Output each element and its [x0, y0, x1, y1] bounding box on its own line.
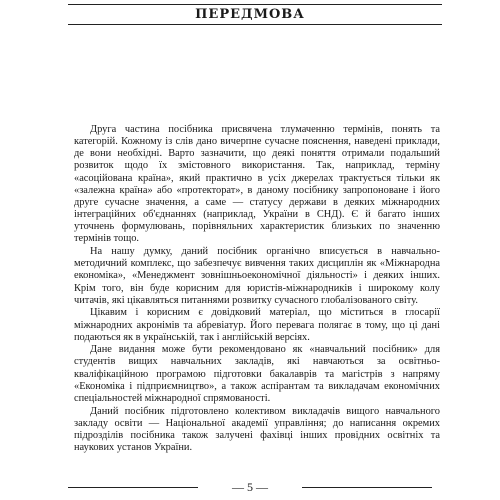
section-title: ПЕРЕДМОВА [195, 7, 305, 22]
paragraph: На нашу думку, даний посібник органічно вписується в навчально-методичний комплекс, що забезпечує вивчення таких дисциплін як «Міжнародна економіка», «Менеджмент зовнішньоекономічної діяльності» і деяких інших. Крім того, він буде корисним для юристів-міжнародників і широкому колу читачів, які цікавляться питаннями розвитку сучасного глобалізованого світу. [74, 246, 440, 306]
paragraph: Даний посібник підготовлено колективом викладачів вищого навчального закладу освіти — Національної академії управління; до написання окремих підрозділів посібника також залучені фахівці інших провідних освітніх та наукових установ України. [74, 405, 440, 454]
paragraph: Дане видання може бути рекомендовано як «навчальний посібник» для студентів вищих навчальних закладів, які навчаються за освітньо-кваліфікаційною програмою підготовки бакалаврів та магістрів з напряму «Економіка і підприємництво», а також аспірантам та викладачам економічних спеціальностей міжнародної спрямованості. [74, 344, 440, 404]
paragraph: Друга частина посібника присвячена тлумаченню термінів, понять та категорій. Кожному із слів дано вичерпне сучасне пояснення, наведені приклади, де вони необхідні. Варто зазначити, що деякі поняття отримали подальший розвиток щодо їх змістовного використання. Так, наприклад, терміну «асоційована країна», який практично в усіх джерелах трактується тільки як «залежна країна» або «протекторат», в даному посібнику запропоноване і його друге сучасне значення, а саме — статусу держави в деяких міжнародних інтеграційних об'єднаннях (наприклад, України в СНД). Є й багато інших уточнень формулювань, порівняльних характеристик близьких по значенню термінів тощо. [74, 124, 440, 245]
header-bottom-rule [68, 24, 442, 25]
page-number: — 5 — [232, 480, 268, 494]
paragraph: Цікавим і корисним є довідковий матеріал, що міститься в глосарії міжнародних акронімів та абревіатур. Його перевага полягає в тому, що ці дані подаються як в українській, так і англійській версіях. [74, 307, 440, 343]
body-text [74, 124, 440, 454]
footer-right-rule [302, 487, 432, 488]
